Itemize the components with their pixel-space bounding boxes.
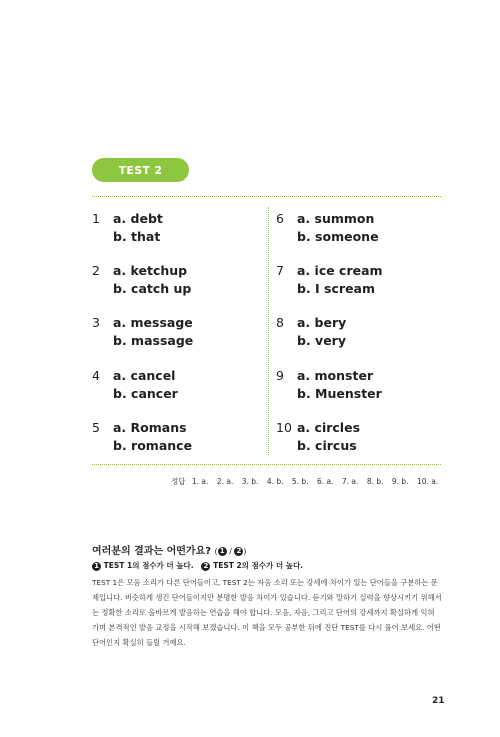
answer-key bbox=[171, 476, 444, 487]
item-number: 8 bbox=[276, 315, 284, 330]
result-title-text: 여러분의 결과는 어떤가요? bbox=[92, 546, 212, 557]
option-b: b. cancer bbox=[113, 386, 178, 401]
option-b: b. I scream bbox=[297, 281, 376, 296]
marker-1-icon: 1 bbox=[218, 547, 227, 556]
column-divider bbox=[268, 207, 269, 455]
bottom-divider bbox=[92, 464, 441, 465]
answer-item: 6. a. bbox=[316, 477, 334, 486]
result-option-1: TEST 1의 점수가 더 높다. bbox=[103, 561, 194, 570]
result-explanation: TEST 1은 모음 소리가 다른 단어들이고, TEST 2는 자음 소리 또는 강세에 차이가 있는 단어들을 구분하는 문제입니다. 비슷하게 생긴 단어들이지만 분명한 발음 차이가 있습니다. 듣기와 말하기 실력을 향상시키기 위해서는 정확한 소리로 올바르게 발음하는 연습을 해야 합니다. 모음, 자음, 그리고 단어의 강세까지 확실하게 익혀 가며 본격적인 발음 교정을 시작해 보겠습니다. 이 책을 모두 공부한 뒤에 진단 TEST를 다시 풀어 보세요. 어떤 단어인지 확실히 들릴 거예요. bbox=[92, 578, 442, 647]
option-b: b. that bbox=[113, 229, 161, 244]
answer-item: 1. a. bbox=[191, 477, 209, 486]
result-options bbox=[92, 560, 303, 571]
item-number: 3 bbox=[92, 315, 100, 330]
item-number: 10 bbox=[276, 420, 292, 435]
option-a: a. monster bbox=[297, 368, 374, 383]
answer-item: 5. b. bbox=[291, 477, 309, 486]
option-a: a. message bbox=[113, 315, 193, 330]
item-number: 9 bbox=[276, 368, 284, 383]
option-b: b. romance bbox=[113, 438, 193, 453]
answer-item: 10. a. bbox=[416, 477, 439, 486]
marker-2-icon: 2 bbox=[234, 547, 243, 556]
item-number: 5 bbox=[92, 420, 100, 435]
marker-2-icon: 2 bbox=[201, 562, 210, 571]
option-b: b. Muenster bbox=[297, 386, 382, 401]
test-badge: TEST 2 bbox=[92, 158, 189, 182]
option-a: a. ketchup bbox=[113, 263, 188, 278]
option-a: a. debt bbox=[113, 211, 163, 226]
result-option-2: TEST 2의 점수가 더 높다. bbox=[213, 561, 304, 570]
item-number: 7 bbox=[276, 263, 284, 278]
answer-item: 8. b. bbox=[366, 477, 384, 486]
marker-1-icon: 1 bbox=[92, 562, 101, 571]
answer-item: 9. b. bbox=[391, 477, 409, 486]
page-number: 21 bbox=[432, 696, 445, 706]
option-b: b. circus bbox=[297, 438, 357, 453]
answer-item: 3. b. bbox=[241, 477, 259, 486]
top-divider bbox=[92, 196, 441, 197]
option-a: a. summon bbox=[297, 211, 375, 226]
item-number: 2 bbox=[92, 263, 100, 278]
option-b: b. massage bbox=[113, 333, 194, 348]
answer-label: 정답 bbox=[171, 477, 186, 486]
item-number: 6 bbox=[276, 211, 284, 226]
option-a: a. cancel bbox=[113, 368, 176, 383]
option-b: b. catch up bbox=[113, 281, 192, 296]
item-number: 1 bbox=[92, 211, 100, 226]
answer-item: 7. a. bbox=[341, 477, 359, 486]
option-a: a. Romans bbox=[113, 420, 187, 435]
option-a: a. ice cream bbox=[297, 263, 383, 278]
answer-item: 2. a. bbox=[216, 477, 234, 486]
result-heading: 여러분의 결과는 어떤가요? ( 1 / 2 ) bbox=[92, 546, 247, 557]
option-a: a. circles bbox=[297, 420, 361, 435]
item-number: 4 bbox=[92, 368, 100, 383]
option-a: a. bery bbox=[297, 315, 347, 330]
option-b: b. very bbox=[297, 333, 346, 348]
answer-item: 4. b. bbox=[266, 477, 284, 486]
option-b: b. someone bbox=[297, 229, 379, 244]
